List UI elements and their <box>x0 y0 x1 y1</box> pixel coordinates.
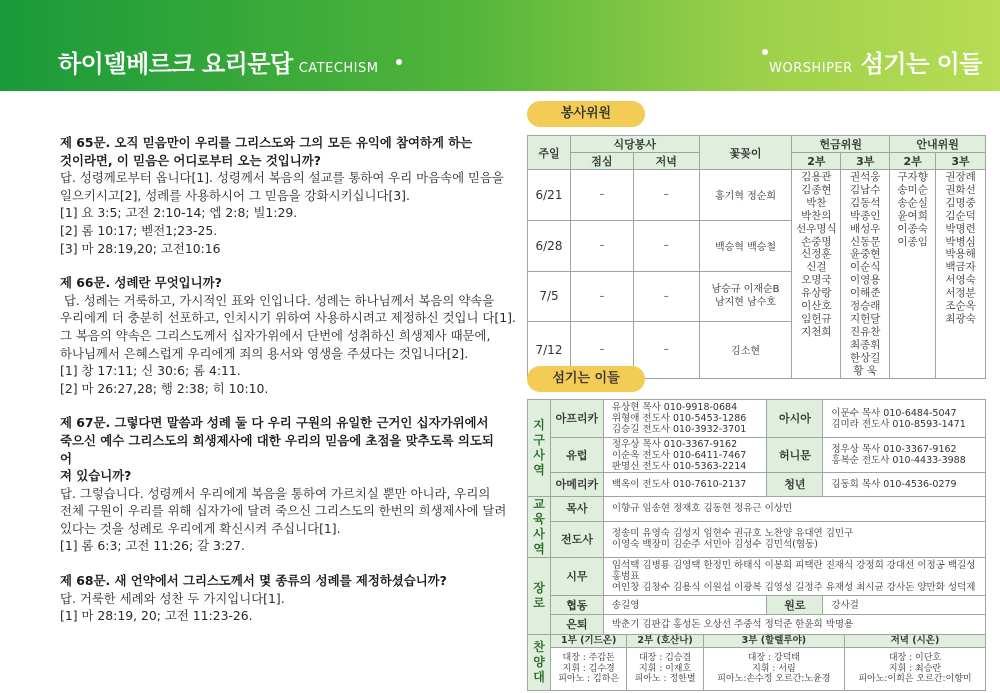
servants-label: 섬기는 이들 <box>527 366 645 392</box>
catechism-title: 하이델베르크 요리문답 <box>58 50 293 78</box>
answer-line: [1] 마 28:19, 20; 고전 11:23-26. <box>60 608 253 624</box>
contact-line: 임석택 김병룡 김영택 한정민 하태식 이봉희 피택란 진재식 강정희 강대선 이정공 백길성 홍범표 <box>611 560 976 582</box>
catechism-content <box>60 134 516 642</box>
service-lunch: – <box>570 322 633 378</box>
catechism-question <box>60 134 504 257</box>
hebron-contacts <box>823 438 986 473</box>
list-item: 권석웅 <box>850 171 881 183</box>
choir-cell <box>550 635 985 691</box>
cat-elder-text: 장로 <box>533 581 545 610</box>
catechism-subtitle: CATECHISM <box>298 61 379 76</box>
emeritus-label: 원로 <box>767 596 823 615</box>
america-label: 아메리카 <box>550 473 603 497</box>
header-dot-right <box>762 49 768 55</box>
list-item: 이종숙 <box>897 222 928 235</box>
africa-label: 아프리카 <box>550 400 603 438</box>
choir-head: 3부 (할렐루야) <box>703 635 844 647</box>
answer-line: 답. 성례는 거룩하고, 가시적인 표와 인입니다. 성례는 하나님께서 복음의 약속을 <box>60 292 495 308</box>
service-dinner: – <box>633 170 699 221</box>
evangelist-label: 전도사 <box>550 521 603 557</box>
answer-line: 그 복음의 약속은 그리스도께서 십자가위에서 단번에 성취하신 희생제사 때문에, <box>60 327 491 343</box>
service-lunch: – <box>570 220 633 271</box>
offering-2bu-list <box>792 170 841 379</box>
question-title-line: 제 66문. 성례란 무엇입니까? <box>60 275 222 291</box>
list-item: 지천희 <box>801 325 832 338</box>
contact-line: 유상현 목사 010-9918-0684 <box>611 402 738 413</box>
header-usher: 안내위원 <box>890 136 986 153</box>
contact-line: 김동희 목사 010-4536-0279 <box>831 479 957 490</box>
contact-line: 대장 : 이단호 <box>888 653 942 663</box>
list-item: 송순실 <box>897 196 928 209</box>
list-item: 박찬 <box>806 196 827 209</box>
list-item: 박종인 <box>850 209 881 222</box>
list-item: 유상랑 <box>801 287 832 300</box>
contact-line: 피아노:손수정 오르간:노윤경 <box>717 674 831 684</box>
contact-line: 판명신 전도사 010-5363-2214 <box>611 460 747 472</box>
service-lunch: – <box>570 271 633 322</box>
serving-elders <box>603 558 985 596</box>
evangelist-names <box>603 521 985 557</box>
list-item: 서정분 <box>945 287 976 300</box>
contact-line: 김미라 전도사 010-8593-1471 <box>831 418 966 430</box>
list-item: 김용관 <box>801 171 832 183</box>
list-item: 박찬의 <box>801 209 832 222</box>
contact-line: 지휘 : 서림 <box>752 663 796 674</box>
list-item: 이종임 <box>897 235 928 248</box>
retired-names: 박춘기 김판갑 홍성돈 오상선 주중석 정덕준 한윤희 박명용 <box>603 615 985 635</box>
cat-missions-text: 지구사역 <box>533 418 545 477</box>
list-item: 구자향 <box>897 171 928 183</box>
contact-line: 이영숙 백장미 김순주 서민아 김성수 김민석(협동) <box>611 539 818 551</box>
contact-line: 이문수 목사 010-6484-5047 <box>831 407 957 419</box>
answer-line: [3] 마 28:19,20; 고전10:16 <box>60 240 221 256</box>
cat-edu <box>528 497 551 558</box>
answer-line: [2] 마 26:27,28; 행 2:38; 히 10:10. <box>60 380 269 396</box>
header-dinner: 저녁 <box>633 153 699 170</box>
list-item: 김명중 <box>945 196 976 209</box>
answer-line: 있다는 것을 성례로 우리에게 확신시켜 주십니다[1]. <box>60 520 341 536</box>
list-item: 이산호 <box>801 300 832 313</box>
retired-label: 은퇴 <box>550 615 603 635</box>
cat-choir-text: 찬양대 <box>533 640 545 684</box>
answer-line: 답. 성령께로부터 옵니다[1]. 성령께서 복음의 설교를 통하여 우리 마음속에 믿음을 <box>60 170 504 186</box>
header-flower: 꽃꽂이 <box>699 136 792 170</box>
cat-edu-text: 교육사역 <box>533 497 545 556</box>
youth-label: 청년 <box>767 473 823 497</box>
answer-line: 우리에게 더 충분히 선포하고, 인치시기 위하여 사용하시려고 제정하신 것입니 다[1]. <box>60 310 516 326</box>
catechism-question <box>60 414 507 555</box>
answer-line: 답. 거룩한 세례와 성찬 두 가지입니다[1]. <box>60 590 285 606</box>
list-item: 김남수 <box>850 183 881 196</box>
header-right <box>769 44 982 79</box>
answer-line: [1] 창 17:11; 신 30:6; 롬 4:11. <box>60 363 241 379</box>
list-item: 백금자 <box>945 261 976 274</box>
assoc-label: 협동 <box>550 596 603 615</box>
question-title-line: 져 있습니까? <box>60 468 132 484</box>
asia-contacts <box>823 400 986 438</box>
question-title-line: 것이라면, 이 믿음은 어디로부터 오는 것입니까? <box>60 152 321 168</box>
list-item: 김동석 <box>850 196 881 209</box>
list-item: 윤중현 <box>850 248 881 261</box>
list-item: 윤여희 <box>897 209 928 222</box>
answer-line: [1] 요 3:5; 고전 2:10-14; 엡 2:8; 빌1:29. <box>60 205 298 221</box>
cat-choir <box>528 635 551 691</box>
africa-contacts <box>603 400 767 438</box>
worshiper-subtitle: WORSHIPER <box>769 61 853 76</box>
asia-label: 아시아 <box>767 400 823 438</box>
cat-elder <box>528 558 551 635</box>
europe-contacts <box>603 438 767 473</box>
service-flower: 남승규 이재순B 남지현 남수호 <box>699 271 792 322</box>
list-item: 박용해 <box>945 248 976 261</box>
list-item: 박병심 <box>945 235 976 248</box>
service-flower: 홍기혁 정순희 <box>699 170 792 221</box>
header-offering-3bu: 3부 <box>841 153 890 170</box>
contact-line: 백옥이 전도사 010-7610-2137 <box>611 479 747 490</box>
contact-line: 대장 : 김승겸 <box>638 653 692 663</box>
service-dinner: – <box>633 220 699 271</box>
list-item: 배성우 <box>850 222 881 235</box>
header-meal: 식당봉사 <box>570 136 699 153</box>
list-item: 조순옥 <box>945 300 976 313</box>
service-date: 6/28 <box>528 220 571 271</box>
list-item: 진유찬 <box>850 325 881 338</box>
list-item: 김순덕 <box>945 209 976 222</box>
contact-line: 여인창 김창수 김용식 이원섭 이광복 김영성 길정주 유재성 최시균 강사돈 양만화 성덕제 <box>611 582 976 593</box>
list-item: 권장례 <box>945 171 976 183</box>
header-offering-2bu: 2부 <box>792 153 841 170</box>
answer-line: [1] 롬 6:3; 고전 11:26; 갈 3:27. <box>60 538 245 554</box>
usher-3bu-list <box>936 170 986 379</box>
list-item: 이영용 <box>850 274 881 287</box>
list-item: 황 욱 <box>853 364 878 377</box>
offering-3bu-list <box>841 170 890 379</box>
header-date: 주일 <box>528 136 571 170</box>
service-flower: 백승혁 백승철 <box>699 220 792 271</box>
list-item: 서영숙 <box>945 274 976 287</box>
contact-line: 지휘 : 김수경 <box>562 663 615 674</box>
list-item: 김종현 <box>801 183 832 196</box>
contact-line: 김승길 전도사 010-3932-3701 <box>611 424 747 435</box>
contact-line: 정송미 유영숙 김성지 임현수 권규호 노찬양 유대연 김민구 <box>611 528 854 540</box>
service-lunch: – <box>570 170 633 221</box>
header-offering: 헌금위원 <box>792 136 890 153</box>
catechism-question <box>60 572 496 625</box>
service-dinner: – <box>633 271 699 322</box>
contact-line: 지휘 : 이재호 <box>638 663 692 674</box>
page-header <box>0 0 1000 91</box>
service-date: 6/21 <box>528 170 571 221</box>
serving-label: 시무 <box>550 558 603 596</box>
choir-head: 1부 (기드온) <box>551 635 627 647</box>
answer-line: 전체 구원이 우리를 위해 십자가에 달려 죽으신 그리스도의 한번의 희생제사에 달려 <box>60 503 507 519</box>
header-usher-3bu: 3부 <box>936 153 986 170</box>
contact-line: 이순옥 전도사 010-6411-7467 <box>611 449 747 461</box>
answer-line: 하나님께서 은혜스럽게 우리에게 죄의 용서와 영생을 주셨다는 것입니다[2]. <box>60 345 469 361</box>
contact-line: 정우상 목사 010-3367-9162 <box>611 438 738 450</box>
assoc-names: 송길영 <box>603 596 767 615</box>
list-item: 신동문 <box>850 235 881 248</box>
contact-line: 피아노 : 정한별 <box>634 674 696 684</box>
emeritus-names: 강사걸 <box>823 596 986 615</box>
cat-missions <box>528 400 551 497</box>
choir-head: 저녁 (시온) <box>844 635 985 647</box>
list-item: 손중명 <box>801 235 832 248</box>
contact-line: 위형애 전도사 010-5453-1286 <box>611 413 747 424</box>
choir-members <box>844 647 985 690</box>
choir-table <box>551 635 985 690</box>
pastor-label: 목사 <box>550 497 603 522</box>
answer-line: 일으키시고[2], 성례를 사용하시어 그 믿음을 강화시키십니다[3]. <box>60 187 410 203</box>
contact-line: 홍복순 전도사 010-4433-3988 <box>831 455 966 466</box>
answer-line: [2] 롬 10:17; 벧전1;23-25. <box>60 222 218 238</box>
header-left <box>58 44 378 79</box>
header-lunch: 점심 <box>570 153 633 170</box>
contact-line: 피아노:이희은 오르간:이향미 <box>858 674 972 684</box>
contact-line: 정우상 목사 010-3367-9162 <box>831 444 957 455</box>
list-item: 최종휘 <box>850 338 881 351</box>
question-title-line: 죽으신 예수 그리스도의 희생제사에 대한 우리의 믿음에 초점을 맞추도록 의도되어 <box>60 432 494 466</box>
service-table <box>527 135 986 379</box>
header-usher-2bu: 2부 <box>890 153 936 170</box>
list-item: 권화선 <box>945 183 976 196</box>
choir-head: 2부 (호산나) <box>627 635 703 647</box>
pastor-names: 이향규 임송현 정재호 김동현 정유근 이상민 <box>603 497 985 522</box>
answer-line: 답. 그렇습니다. 성령께서 우리에게 복음을 통하여 가르치실 뿐만 아니라, 우리의 <box>60 485 491 501</box>
contact-line: 피아노 : 김하은 <box>558 674 620 684</box>
service-date: 7/12 <box>528 322 571 378</box>
service-flower: 김소현 <box>699 322 792 378</box>
list-item: 선우명식 <box>796 222 837 235</box>
choir-members <box>551 647 627 690</box>
header-dot-left <box>396 59 402 65</box>
catechism-question <box>60 274 516 397</box>
question-title-line: 제 67문. 그렇다면 말씀과 성례 둘 다 우리 구원의 유일한 근거인 십자가위에서 <box>60 415 489 431</box>
servants-table <box>527 399 986 691</box>
choir-members <box>703 647 844 690</box>
choir-members <box>627 647 703 690</box>
list-item: 송미순 <box>897 183 928 196</box>
america-contacts <box>603 473 767 497</box>
youth-contacts <box>823 473 986 497</box>
list-item: 한상길 <box>850 351 881 364</box>
list-item: 이순식 <box>850 261 881 274</box>
europe-label: 유럽 <box>550 438 603 473</box>
list-item: 신걸 <box>806 261 827 274</box>
service-label: 봉사위원 <box>527 101 645 127</box>
contact-line: 대장 : 주갑돈 <box>562 653 615 663</box>
list-item: 박명련 <box>945 222 976 235</box>
list-item: 정승래 <box>850 300 881 313</box>
list-item: 임헌규 <box>801 312 832 325</box>
question-title-line: 제 68문. 새 언약에서 그리스도께서 몇 종류의 성례를 제정하셨습니까? <box>60 573 447 589</box>
list-item: 신정훈 <box>801 248 832 261</box>
list-item: 이해준 <box>850 287 881 300</box>
usher-2bu-list <box>890 170 936 379</box>
service-dinner: – <box>633 322 699 378</box>
service-date: 7/5 <box>528 271 571 322</box>
list-item: 지헌달 <box>850 312 881 325</box>
list-item: 최광숙 <box>945 312 976 325</box>
contact-line: 대장 : 강덕태 <box>747 653 800 663</box>
contact-line: 지휘 : 최승란 <box>888 663 942 674</box>
list-item: 오명국 <box>801 274 832 287</box>
question-title-line: 제 65문. 오직 믿음만이 우리를 그리스도와 그의 모든 유익에 참여하게 하는 <box>60 135 473 150</box>
worshiper-title: 섬기는 이들 <box>860 50 982 78</box>
hebron-label: 허니문 <box>767 438 823 473</box>
